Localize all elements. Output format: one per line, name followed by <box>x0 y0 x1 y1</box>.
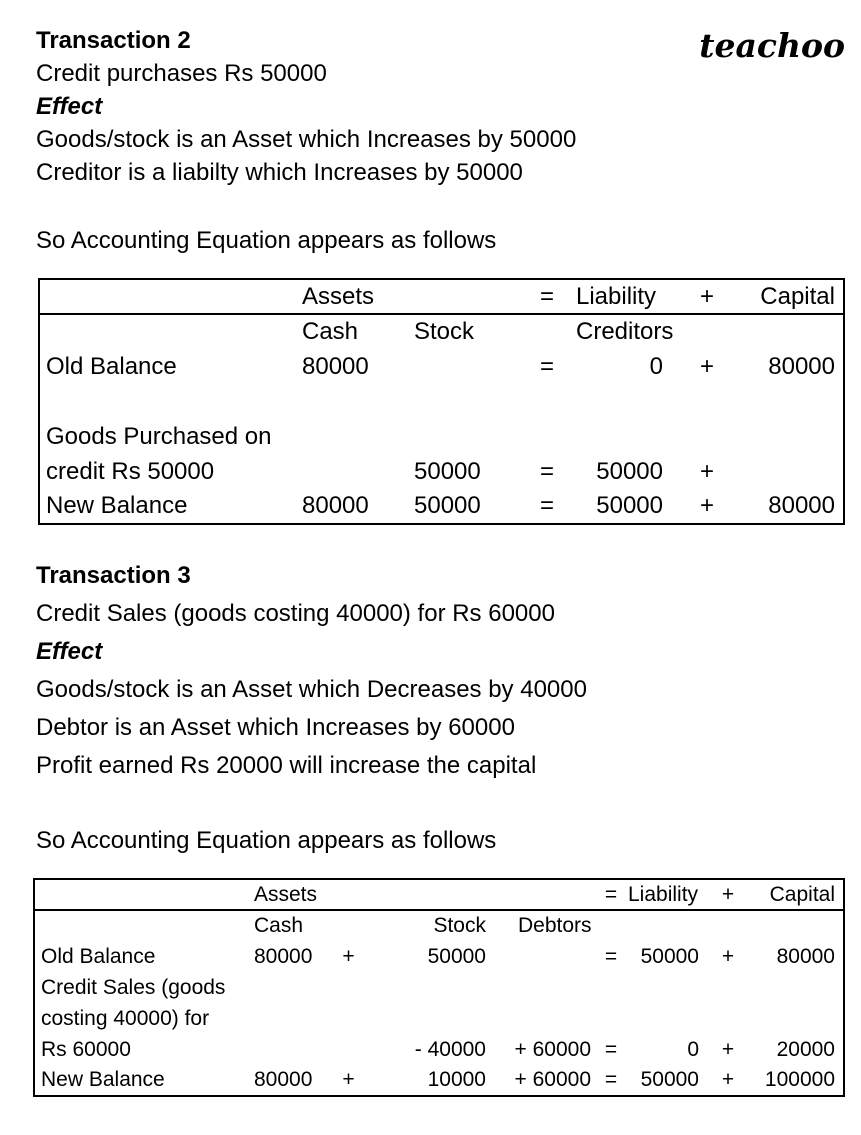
transaction2-title: Transaction 2 <box>36 27 191 54</box>
empty-cell <box>331 1034 366 1065</box>
empty-cell <box>331 972 366 1003</box>
empty-cell <box>366 879 494 910</box>
capital-header-cell: Capital <box>749 879 844 910</box>
empty-cell <box>246 972 331 1003</box>
table-row <box>39 384 844 419</box>
plus-cell: + <box>721 1037 735 1061</box>
empty-cell <box>406 349 491 384</box>
capital-value-cell: 100000 <box>764 1068 835 1091</box>
transaction2-effect-label: Effect <box>36 93 103 120</box>
plus-cell: + <box>699 352 714 380</box>
table-row <box>34 879 844 910</box>
empty-cell <box>494 941 599 972</box>
transaction3-equation-intro: So Accounting Equation appears as follows <box>36 827 497 854</box>
cash-value-cell: 80000 <box>302 352 369 380</box>
capital-value-cell: 80000 <box>768 352 835 380</box>
liability-value-cell: 0 <box>649 352 663 380</box>
empty-cell <box>34 910 246 941</box>
cash-value-cell: 80000 <box>254 1068 313 1091</box>
stock-value-cell: - 40000 <box>414 1037 486 1061</box>
debtors-value-cell: + 60000 <box>514 1037 591 1061</box>
empty-cell <box>491 314 566 349</box>
transaction3-effect-line: Goods/stock is an Asset which Decreases by 40000 <box>36 676 587 703</box>
empty-cell <box>491 384 566 419</box>
stock-value-cell: 10000 <box>427 1068 486 1091</box>
empty-cell <box>741 419 844 454</box>
liability-value-cell: 50000 <box>640 1068 699 1091</box>
table-row <box>39 279 844 314</box>
empty-cell <box>494 879 599 910</box>
empty-cell <box>39 384 294 419</box>
cash-subheader-cell: Cash <box>254 914 304 937</box>
stock-value-cell: 50000 <box>427 944 486 968</box>
cash-subheader-cell: Cash <box>302 318 359 345</box>
empty-cell <box>406 384 491 419</box>
transaction3-title: Transaction 3 <box>36 562 191 589</box>
row-label-cell: New Balance <box>41 1068 165 1091</box>
cash-value-cell: 80000 <box>254 944 313 968</box>
row-label-cell: Goods Purchased on <box>46 422 272 450</box>
transaction3-description: Credit Sales (goods costing 40000) for Rs 60000 <box>36 600 555 627</box>
transaction2-description: Credit purchases Rs 50000 <box>36 60 327 87</box>
assets-header-cell: Assets <box>294 279 406 314</box>
table-row <box>39 454 844 489</box>
empty-cell <box>673 384 741 419</box>
empty-cell <box>331 1003 366 1034</box>
row-label-cell: credit Rs 50000 <box>46 457 215 485</box>
empty-cell <box>366 972 494 1003</box>
table-row <box>34 941 844 972</box>
equals-cell: = <box>491 279 566 314</box>
equals-cell: = <box>604 1068 618 1091</box>
empty-cell <box>494 1003 599 1034</box>
empty-cell <box>246 1003 331 1034</box>
equals-cell: = <box>604 944 618 968</box>
empty-cell <box>331 910 366 941</box>
liability-value-cell: 50000 <box>596 492 663 519</box>
debtors-value-cell: + 60000 <box>514 1068 591 1091</box>
empty-cell <box>39 279 294 314</box>
liability-header-cell: Liability <box>623 879 707 910</box>
table-row <box>39 349 844 384</box>
liability-value-cell: 50000 <box>596 457 663 485</box>
empty-cell <box>599 910 623 941</box>
empty-cell <box>331 879 366 910</box>
transaction3-effect-line: Debtor is an Asset which Increases by 60000 <box>36 714 515 741</box>
empty-cell <box>294 454 406 489</box>
table-row <box>34 1034 844 1065</box>
empty-cell <box>749 972 844 1003</box>
empty-cell <box>623 1003 707 1034</box>
empty-cell <box>566 384 673 419</box>
plus-cell: + <box>721 1068 735 1091</box>
teachoo-logo: teachoo <box>699 26 845 65</box>
empty-cell <box>599 1003 623 1034</box>
empty-cell <box>707 972 749 1003</box>
equals-cell: = <box>539 352 554 380</box>
empty-cell <box>491 419 566 454</box>
transaction2-effect-line: Creditor is a liabilty which Increases by 50000 <box>36 159 523 186</box>
empty-cell <box>673 314 741 349</box>
equals-cell: = <box>539 457 554 485</box>
transaction2-equation-intro: So Accounting Equation appears as follows <box>36 227 497 254</box>
creditors-subheader-cell: Creditors <box>576 318 674 345</box>
equals-cell: = <box>539 492 554 519</box>
table-row <box>39 314 844 349</box>
row-label-cell: costing 40000) for <box>41 1006 210 1030</box>
row-label-cell: Old Balance <box>46 352 177 380</box>
empty-cell <box>246 1034 331 1065</box>
empty-cell <box>623 972 707 1003</box>
cash-value-cell: 80000 <box>302 492 369 519</box>
empty-cell <box>406 419 491 454</box>
liability-value-cell: 50000 <box>640 944 699 968</box>
empty-cell <box>673 419 741 454</box>
table-row <box>39 419 844 454</box>
empty-cell <box>741 314 844 349</box>
plus-cell: + <box>721 944 735 968</box>
empty-cell <box>34 879 246 910</box>
empty-cell <box>749 910 844 941</box>
capital-header-cell: Capital <box>741 279 844 314</box>
plus-cell: + <box>342 1068 355 1091</box>
transaction3-effect-label: Effect <box>36 638 103 665</box>
capital-value-cell: 80000 <box>768 492 835 519</box>
stock-subheader-cell: Stock <box>433 914 486 937</box>
empty-cell <box>707 1003 749 1034</box>
empty-cell <box>294 384 406 419</box>
table-row <box>34 1065 844 1096</box>
empty-cell <box>623 910 707 941</box>
row-label-cell: New Balance <box>46 492 188 519</box>
plus-cell: + <box>699 492 714 519</box>
capital-value-cell: 20000 <box>776 1037 835 1061</box>
table-row <box>34 972 844 1003</box>
stock-value-cell: 50000 <box>414 492 481 519</box>
empty-cell <box>294 419 406 454</box>
table-row <box>39 489 844 524</box>
empty-cell <box>599 972 623 1003</box>
row-label-cell: Rs 60000 <box>41 1037 131 1061</box>
accounting-equation-table-transaction3 <box>33 878 845 1097</box>
row-label-cell: Credit Sales (goods <box>41 975 226 999</box>
plus-cell: + <box>707 879 749 910</box>
transaction3-section <box>36 557 845 860</box>
table-row <box>34 910 844 941</box>
stock-subheader-cell: Stock <box>414 318 475 345</box>
plus-cell: + <box>673 279 741 314</box>
equals-cell: = <box>604 1037 618 1061</box>
empty-cell <box>741 454 844 489</box>
equals-cell: = <box>599 879 623 910</box>
table-row <box>34 1003 844 1034</box>
document-page <box>0 24 861 1135</box>
transaction3-effect-line: Profit earned Rs 20000 will increase the capital <box>36 752 537 779</box>
empty-cell <box>749 1003 844 1034</box>
empty-cell <box>494 972 599 1003</box>
empty-cell <box>406 279 491 314</box>
empty-cell <box>741 384 844 419</box>
accounting-equation-table-transaction2 <box>38 278 845 525</box>
empty-cell <box>566 419 673 454</box>
transaction2-effect-line: Goods/stock is an Asset which Increases by 50000 <box>36 126 577 153</box>
capital-value-cell: 80000 <box>776 944 835 968</box>
empty-cell <box>707 910 749 941</box>
plus-cell: + <box>342 944 355 968</box>
debtors-subheader-cell: Debtors <box>518 914 592 937</box>
stock-value-cell: 50000 <box>414 457 481 485</box>
empty-cell <box>39 314 294 349</box>
liability-header-cell: Liability <box>566 279 673 314</box>
plus-cell: + <box>699 457 714 485</box>
row-label-cell: Old Balance <box>41 944 156 968</box>
liability-value-cell: 0 <box>687 1037 699 1061</box>
empty-cell <box>366 1003 494 1034</box>
assets-header-cell: Assets <box>246 879 331 910</box>
